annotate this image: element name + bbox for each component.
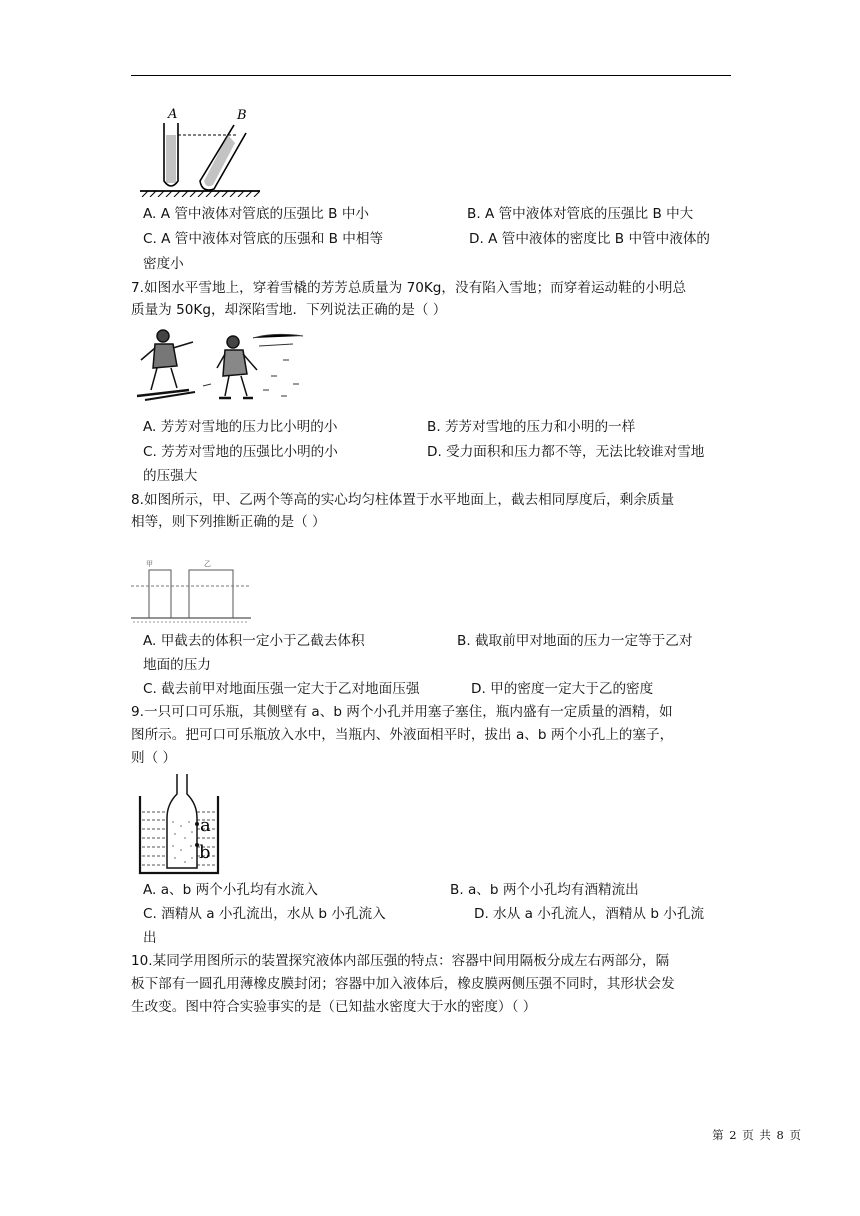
q7-option-d: D. 受力面积和压力都不等，无法比较谁对雪地 (427, 444, 705, 460)
header-rule (131, 75, 731, 76)
q9-stem-line-1: 9.一只可口可乐瓶，其侧壁有 a、b 两个小孔并用塞子塞住，瓶内盛有一定质量的酒精，如 (131, 704, 673, 720)
q8-label-jia: 甲 (146, 560, 153, 568)
q8-option-b: B. 截取前甲对地面的压力一定等于乙对 (457, 633, 693, 649)
q7-stem-line-2: 质量为 50Kg，却深陷雪地．下列说法正确的是（ ） (131, 302, 447, 318)
q6-tubes-figure (138, 103, 260, 197)
q8-stem-line-1: 8.如图所示，甲、乙两个等高的实心均匀柱体置于水平地面上，截去相同厚度后，剩余质量 (131, 492, 675, 508)
q8-label-yi: 乙 (204, 560, 211, 568)
q8-option-c: C. 截去前甲对地面压强一定大于乙对地面压强 (143, 681, 420, 697)
q6-option-b: B. A 管中液体对管底的压强比 B 中大 (467, 206, 694, 222)
q6-option-d-cont: 密度小 (143, 256, 184, 272)
q7-option-d-cont: 的压强大 (143, 468, 198, 484)
q8-option-d: D. 甲的密度一定大于乙的密度 (471, 681, 654, 697)
q10-stem-line-1: 10.某同学用图所示的装置探究液体内部压强的特点：容器中间用隔板分成左右两部分，隔 (131, 953, 670, 969)
q6-label-a: A (168, 107, 178, 122)
q6-label-b: B (237, 108, 247, 123)
q9-bottle-figure (137, 774, 223, 876)
q7-option-a: A. 芳芳对雪地的压力比小明的小 (143, 419, 338, 435)
q9-label-a: a (200, 815, 211, 836)
page-footer: 第 2 页 共 8 页 (712, 1128, 802, 1142)
q7-option-c: C. 芳芳对雪地的压强比小明的小 (143, 444, 338, 460)
q9-option-b: B. a、b 两个小孔均有酒精流出 (450, 882, 639, 898)
q8-option-a: A. 甲截去的体积一定小于乙截去体积 (143, 633, 365, 649)
q9-option-d: D. 水从 a 小孔流人，酒精从 b 小孔流 (474, 906, 705, 922)
q7-option-b: B. 芳芳对雪地的压力和小明的一样 (427, 419, 636, 435)
q9-label-b: b (199, 842, 211, 863)
q9-option-c: C. 酒精从 a 小孔流出，水从 b 小孔流入 (143, 906, 386, 922)
q7-stem-line-1: 7.如图水平雪地上，穿着雪橇的芳芳总质量为 70Kg，没有陷入雪地；而穿着运动鞋的小明总 (131, 280, 687, 296)
q8-stem-line-2: 相等，则下列推断正确的是（ ） (131, 514, 326, 530)
q9-option-a: A. a、b 两个小孔均有水流入 (143, 882, 318, 898)
q8-cylinders-figure (131, 556, 251, 624)
q10-stem-line-3: 生改变。图中符合实验事实的是（已知盐水密度大于水的密度）（ ） (131, 999, 537, 1015)
q6-option-c: C. A 管中液体对管底的压强和 B 中相等 (143, 231, 384, 247)
q9-option-d-cont: 出 (143, 930, 157, 946)
q6-option-d: D. A 管中液体的密度比 B 中管中液体的 (469, 231, 711, 247)
q10-stem-line-2: 板下部有一圆孔用薄橡皮膜封闭；容器中加入液体后，橡皮膜两侧压强不同时，其形状会发 (131, 976, 675, 992)
q8-option-b-cont: 地面的压力 (143, 657, 211, 673)
q9-stem-line-2: 图所示。把可口可乐瓶放入水中，当瓶内、外液面相平时，拔出 a、b 两个小孔上的塞子， (131, 727, 674, 743)
q6-option-a: A. A 管中液体对管底的压强比 B 中小 (143, 206, 370, 222)
q7-snow-figure (133, 326, 305, 410)
q9-stem-line-3: 则（ ） (131, 750, 177, 766)
